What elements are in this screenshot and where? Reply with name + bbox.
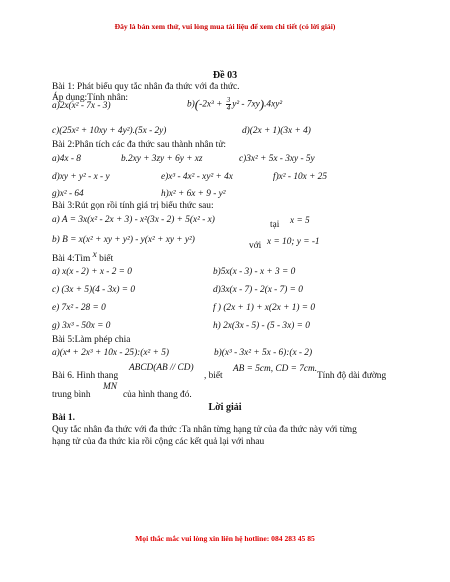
bai3-b-expr: b) B = x(x² + xy + y²) - y(x² + xy + y²) xyxy=(52,235,195,245)
bai1-c: c)(25x² + 10xy + 4y²).(5x - 2y) xyxy=(52,126,167,136)
bai4-heading-post: biết xyxy=(99,254,114,264)
bai1-b-fraction xyxy=(226,97,232,112)
bai6-cond: AB = 5cm, CD = 7cm. xyxy=(233,364,318,374)
bai2-g: g)x² - 64 xyxy=(52,189,84,199)
bai4-g: g) 3x³ - 50x = 0 xyxy=(52,321,111,331)
bai5-heading: Bài 5:Làm phép chia xyxy=(52,335,131,345)
bai4-a: a) x(x - 2) + x - 2 = 0 xyxy=(52,267,132,277)
bai6-line2-pre: trung bình xyxy=(52,390,91,400)
bai4-c: c) (3x + 5)(4 - 3x) = 0 xyxy=(52,285,136,295)
hotline-notice: Mọi thắc mắc vui lòng xin liên hệ hotline: 084 283 45 85 xyxy=(135,534,315,543)
bai1-heading: Bài 1: Phát biểu quy tắc nhân đa thức với đa thức. xyxy=(52,82,240,92)
bai6-post: Tính độ dài đường xyxy=(317,371,387,381)
bai2-f: f)x² - 10x + 25 xyxy=(273,172,327,182)
bai1-b-frac-num: 3 xyxy=(226,96,231,104)
bai3-a-expr: a) A = 3x(x² - 2x + 3) - x²(3x - 2) + 5(x² - x) xyxy=(52,215,215,225)
bai2-a: a)4x - 8 xyxy=(52,154,81,164)
bai1-b-label: b) xyxy=(187,99,195,110)
bai4-h: h) 2x(3x - 5) - (5 - 3x) = 0 xyxy=(213,321,310,331)
bai4-heading-pre: Bài 4:Tìm xyxy=(52,254,91,264)
bai3-b-voi: với xyxy=(249,241,262,251)
solution-text-line2: hạng tử của đa thức kia rồi cộng các kết quả lại với nhau xyxy=(52,437,265,447)
bai3-a-tai: tại xyxy=(270,220,280,230)
bai5-a: a)(x⁴ + 2x³ + 10x - 25):(x² + 5) xyxy=(52,348,169,358)
bai6-shape: ABCD(AB // CD) xyxy=(129,363,194,373)
bai1-d: d)(2x + 1)(3x + 4) xyxy=(242,126,311,136)
bai3-heading: Bài 3:Rút gọn rồi tính giá trị biểu thức sau: xyxy=(52,201,214,211)
bai3-b-cond: x = 10; y = -1 xyxy=(267,237,320,247)
bai1-a: a)2x(x² - 7x - 3) xyxy=(52,101,111,111)
bai3-a-cond: x = 5 xyxy=(290,216,310,226)
bai2-heading: Bài 2:Phân tích các đa thức sau thành nhân tử: xyxy=(52,140,226,150)
bai4-d: d)3x(x - 7) - 2(x - 7) = 0 xyxy=(213,285,303,295)
bai1-apply: Áp dụng:Tính nhân: xyxy=(52,93,129,103)
bai6-line2-post: của hình thang đó. xyxy=(123,390,192,400)
bai1-b-tail: y² - 7xy xyxy=(232,99,260,110)
bai2-b: b.2xy + 3zy + 6y + xz xyxy=(121,154,203,164)
bai1-b-body: -2x³ + xyxy=(199,99,225,110)
bai1-b: b)(-2x³ + $\frac{3}{4}$ y² - 7xy).4xy² xyxy=(187,96,283,112)
preview-notice: Đây là bản xem thử, vui lòng mua tài liệu để xem chi tiết (có lời giải) xyxy=(114,22,336,31)
bai4-b: b)5x(x - 3) - x + 3 = 0 xyxy=(213,267,296,277)
bai1-b-post: .4xy² xyxy=(264,99,283,110)
bai4-heading-var: x xyxy=(92,250,97,260)
bai5-b: b)(x³ - 3x² + 5x - 6):(x - 2) xyxy=(214,348,313,358)
bai2-e: e)x³ - 4x² - xy² + 4x xyxy=(161,172,233,182)
solution-bai1: Bài 1. xyxy=(52,413,75,423)
solution-text-line1: Quy tắc nhân đa thức với đa thức :Ta nhân từng hạng tử của đa thức này với từng xyxy=(52,425,357,435)
bai1-b-frac-den: 4 xyxy=(226,104,231,112)
bai4-heading xyxy=(52,250,114,265)
bai6-pre: Bài 6. Hình thang xyxy=(52,371,119,381)
bai2-c: c)3x² + 5x - 3xy - 5y xyxy=(239,154,315,164)
exam-title: Đề 03 xyxy=(212,70,238,81)
solution-title: Lời giải xyxy=(208,402,242,413)
bai6-line2-var: MN xyxy=(103,382,117,392)
bai4-e: e) 7x² - 28 = 0 xyxy=(52,303,106,313)
bai2-h: h)x² + 6x + 9 - y² xyxy=(161,189,226,199)
bai4-f: f ) (2x + 1) + x(2x + 1) = 0 xyxy=(213,303,316,313)
bai2-d: d)xy + y² - x - y xyxy=(52,172,110,182)
bai6-mid: , biết xyxy=(204,371,223,381)
